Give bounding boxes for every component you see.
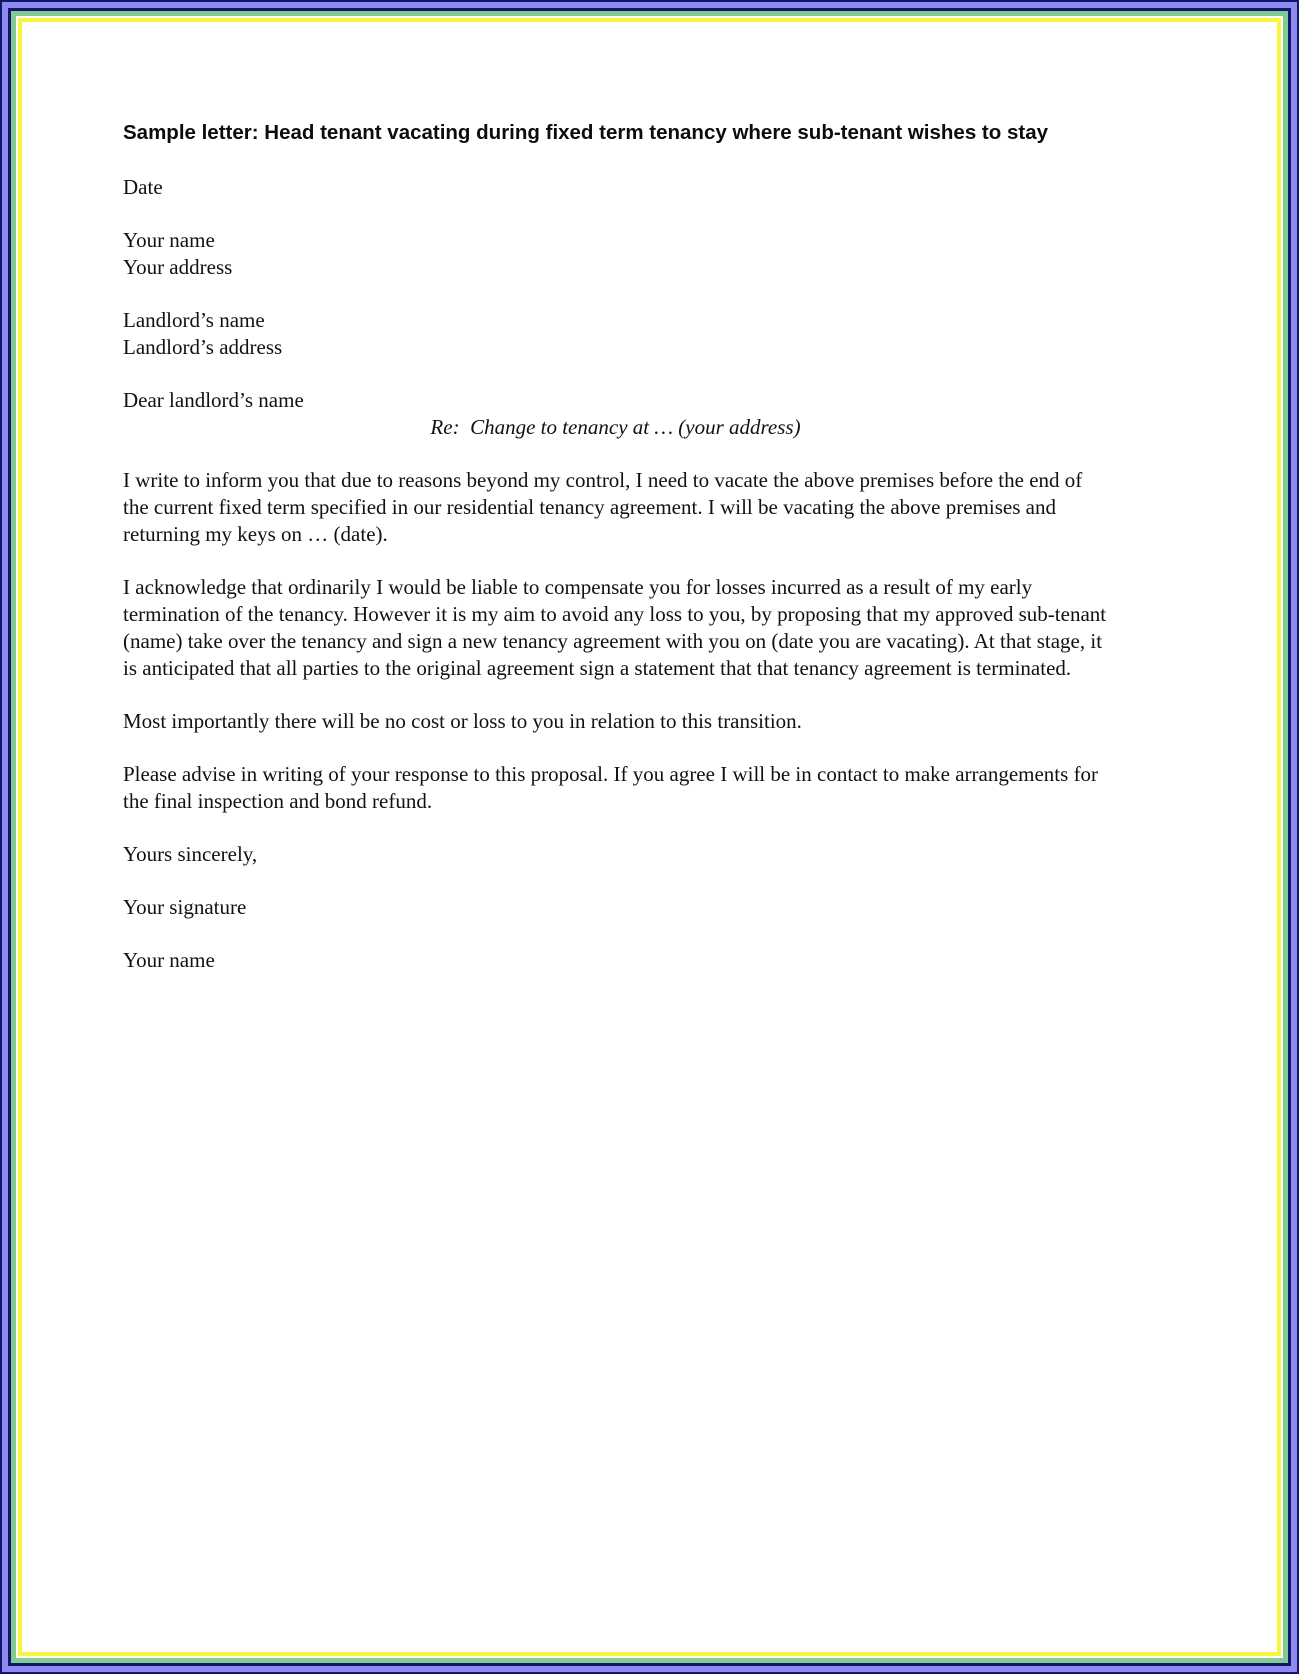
decorative-border-inner-line xyxy=(8,8,1291,1666)
paragraph-2: I acknowledge that ordinarily I would be liable to compensate you for losses incurred as a result of my early termination of the tenancy. However it is my aim to avoid any loss to you, by proposing that my approved sub-tenant (name) take over the tenancy and sign a new tenancy agreement with you on (date you are vacating). At that stage, it is anticipated that all parties to the original agreement sign a statement that that tenancy agreement is terminated. xyxy=(123,575,1107,680)
signature-placeholder: Your signature xyxy=(123,895,247,919)
decorative-border-yellow-band xyxy=(18,18,1281,1656)
landlord-name-placeholder: Landlord’s name xyxy=(123,308,265,332)
page-title: Sample letter: Head tenant vacating during fixed term tenancy where sub-tenant wishes to stay xyxy=(123,121,1049,144)
paragraph-1: I write to inform you that due to reasons beyond my control, I need to vacate the above premises before the end of the current fixed term specified in our residential tenancy agreement. I will be vacating the above premises and returning my keys on … (date). xyxy=(123,468,1083,546)
letter-content xyxy=(22,22,1277,1652)
decorative-border-white-gap xyxy=(16,16,1283,1658)
decorative-border-green-band xyxy=(11,11,1288,1663)
closing-sign-off: Yours sincerely, xyxy=(123,842,258,866)
sender-block xyxy=(123,227,1108,281)
date-placeholder: Date xyxy=(123,175,163,199)
salutation: Dear landlord’s name xyxy=(123,388,304,412)
salutation-and-subject xyxy=(123,387,1108,441)
closing-name-placeholder: Your name xyxy=(123,948,215,972)
subject-line: Re: Change to tenancy at … (your address) xyxy=(430,415,801,439)
landlord-address-placeholder: Landlord’s address xyxy=(123,335,283,359)
decorative-border-blue-band xyxy=(2,2,1297,1672)
recipient-block xyxy=(123,307,1108,361)
sender-address-placeholder: Your address xyxy=(123,255,233,279)
paragraph-3: Most importantly there will be no cost or loss to you in relation to this transition. xyxy=(123,709,802,733)
paragraph-4: Please advise in writing of your response to this proposal. If you agree I will be in contact to make arrangements for the final inspection and bond refund. xyxy=(123,762,1099,813)
sender-name-placeholder: Your name xyxy=(123,228,215,252)
